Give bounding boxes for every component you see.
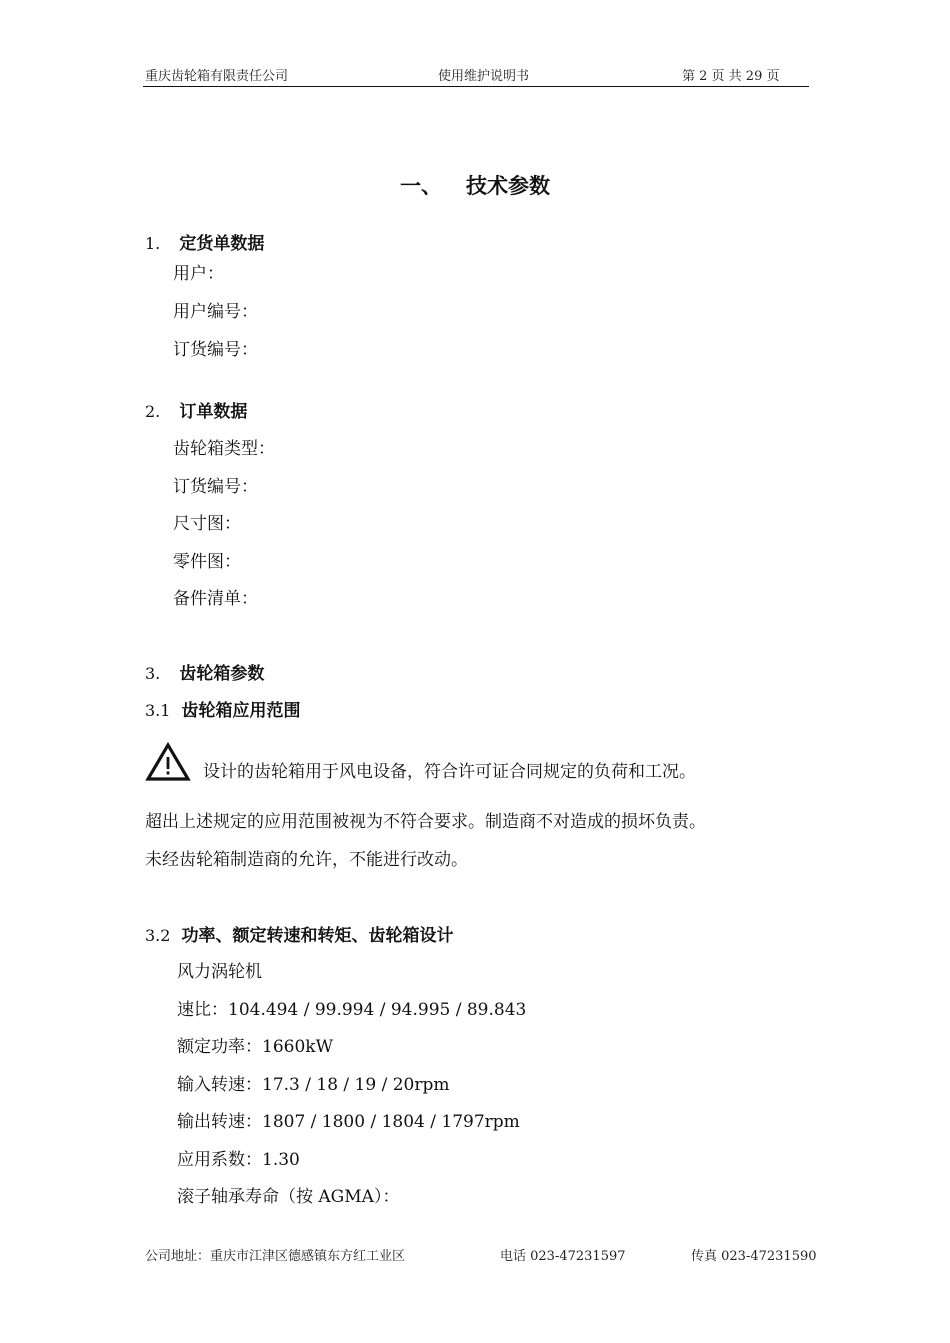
section3-2-item-bearing-life: 滚子轴承寿命（按 AGMA）： — [177, 1187, 400, 1207]
footer-phone: 电话 023-47231597 — [500, 1249, 626, 1264]
section3-title: 齿轮箱参数 — [179, 664, 265, 684]
page-title-number: 一、 — [400, 173, 442, 198]
section1-item-user-no: 用户编号： — [173, 302, 258, 322]
section2-item-gearbox-type: 齿轮箱类型： — [173, 439, 275, 459]
header-rule — [143, 86, 809, 87]
section2-item-spare-list: 备件清单： — [173, 589, 258, 609]
section3-1-title: 齿轮箱应用范围 — [181, 701, 301, 721]
section3-1-paragraph-1: 超出上述规定的应用范围被视为不符合要求。制造商不对造成的损坏负责。 — [145, 812, 706, 832]
section3-2-item-ratio: 速比：104.494 / 99.994 / 94.995 / 89.843 — [177, 1000, 527, 1020]
section3-2-heading — [145, 921, 454, 946]
section1-number: 1. — [145, 234, 161, 253]
section2-item-order-no: 订货编号： — [173, 477, 258, 497]
header-page-info: 第 2 页 共 29 页 — [682, 69, 780, 84]
header-company: 重庆齿轮箱有限责任公司 — [145, 69, 289, 84]
section3-2-title: 功率、额定转速和转矩、齿轮箱设计 — [181, 926, 454, 946]
footer-address: 公司地址：重庆市江津区德感镇东方红工业区 — [145, 1249, 406, 1264]
section3-2-item-rated-power: 额定功率：1660kW — [177, 1037, 334, 1057]
section3-number: 3. — [145, 664, 161, 683]
section3-1-heading — [145, 696, 301, 721]
section2-item-part-drawing: 零件图： — [173, 552, 241, 572]
footer-fax: 传真 023-47231590 — [691, 1249, 817, 1264]
section3-1-number: 3.1 — [145, 701, 171, 720]
warning-text: 设计的齿轮箱用于风电设备，符合许可证合同规定的负荷和工况。 — [203, 762, 696, 782]
section3-heading — [145, 659, 264, 684]
section2-number: 2. — [145, 402, 161, 421]
section3-2-item-wind-turbine: 风力涡轮机 — [177, 962, 262, 982]
section3-2-item-application-factor: 应用系数：1.30 — [177, 1150, 300, 1170]
section1-title: 定货单数据 — [179, 234, 265, 254]
section3-2-number: 3.2 — [145, 926, 171, 945]
header-doc-title: 使用维护说明书 — [438, 69, 530, 84]
section2-heading — [145, 397, 247, 422]
section1-heading — [145, 229, 264, 254]
page-title-text: 技术参数 — [466, 173, 550, 198]
section3-2-item-output-speed: 输出转速：1807 / 1800 / 1804 / 1797rpm — [177, 1112, 520, 1132]
warning-triangle-icon — [145, 742, 191, 782]
section2-title: 订单数据 — [179, 402, 248, 422]
section3-1-paragraph-2: 未经齿轮箱制造商的允许，不能进行改动。 — [145, 850, 468, 870]
section1-item-order-no: 订货编号： — [173, 340, 258, 360]
section3-2-item-input-speed: 输入转速：17.3 / 18 / 19 / 20rpm — [177, 1075, 450, 1095]
page-title — [0, 170, 950, 200]
section1-item-user: 用户： — [173, 264, 224, 284]
section2-item-dimension-drawing: 尺寸图： — [173, 514, 241, 534]
